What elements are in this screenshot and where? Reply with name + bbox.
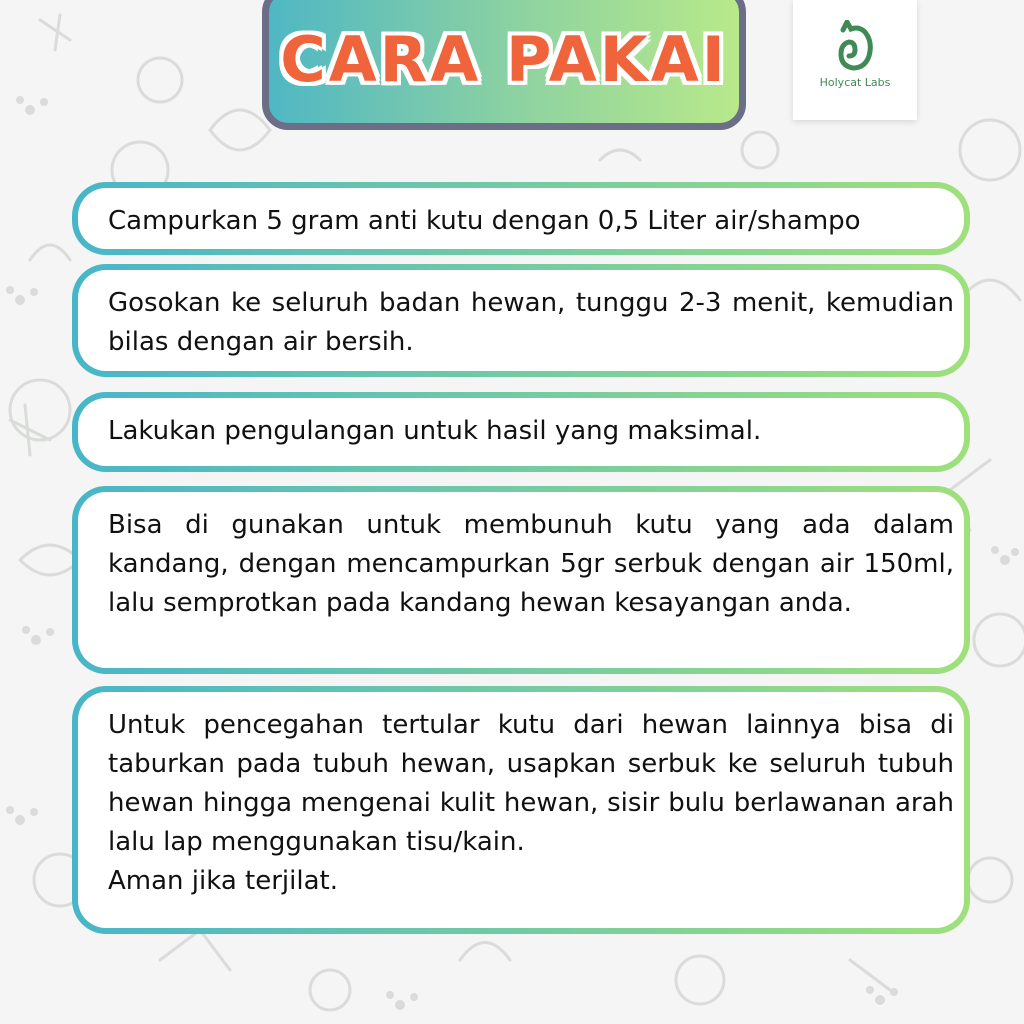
instruction-card-2: [72, 264, 970, 377]
instruction-card-1: [72, 182, 970, 255]
instruction-card-5: [72, 686, 970, 934]
instruction-text-6: Aman jika terjilat.: [108, 866, 338, 896]
brand-name: Holycat Labs: [819, 76, 891, 89]
instruction-card-3: [72, 392, 970, 472]
instruction-text-4: Bisa di gunakan untuk membunuh kutu yang ada dalam kandang, dengan mencampurkan 5gr serbuk dengan air 150ml, lalu semprotkan pada kandang hewan kesayangan anda.: [108, 510, 954, 618]
instruction-text-3: Lakukan pengulangan untuk hasil yang maksimal.: [108, 416, 762, 446]
title-banner: [262, 0, 746, 130]
cat-logo-icon: [835, 20, 875, 72]
instruction-text-1: Campurkan 5 gram anti kutu dengan 0,5 Liter air/shampo: [108, 206, 861, 236]
instruction-text-5: Untuk pencegahan tertular kutu dari hewan lainnya bisa di taburkan pada tubuh hewan, usapkan serbuk ke seluruh tubuh hewan hingga mengenai kulit hewan, sisir bulu berlawanan arah lalu lap menggunakan tisu/kain.: [108, 710, 954, 857]
instruction-card-4: [72, 486, 970, 674]
page-title: CARA PAKAI: [280, 23, 728, 96]
brand-logo-card: [793, 0, 917, 120]
instruction-text-2: Gosokan ke seluruh badan hewan, tunggu 2-3 menit, kemudian bilas dengan air bersih.: [108, 288, 954, 357]
